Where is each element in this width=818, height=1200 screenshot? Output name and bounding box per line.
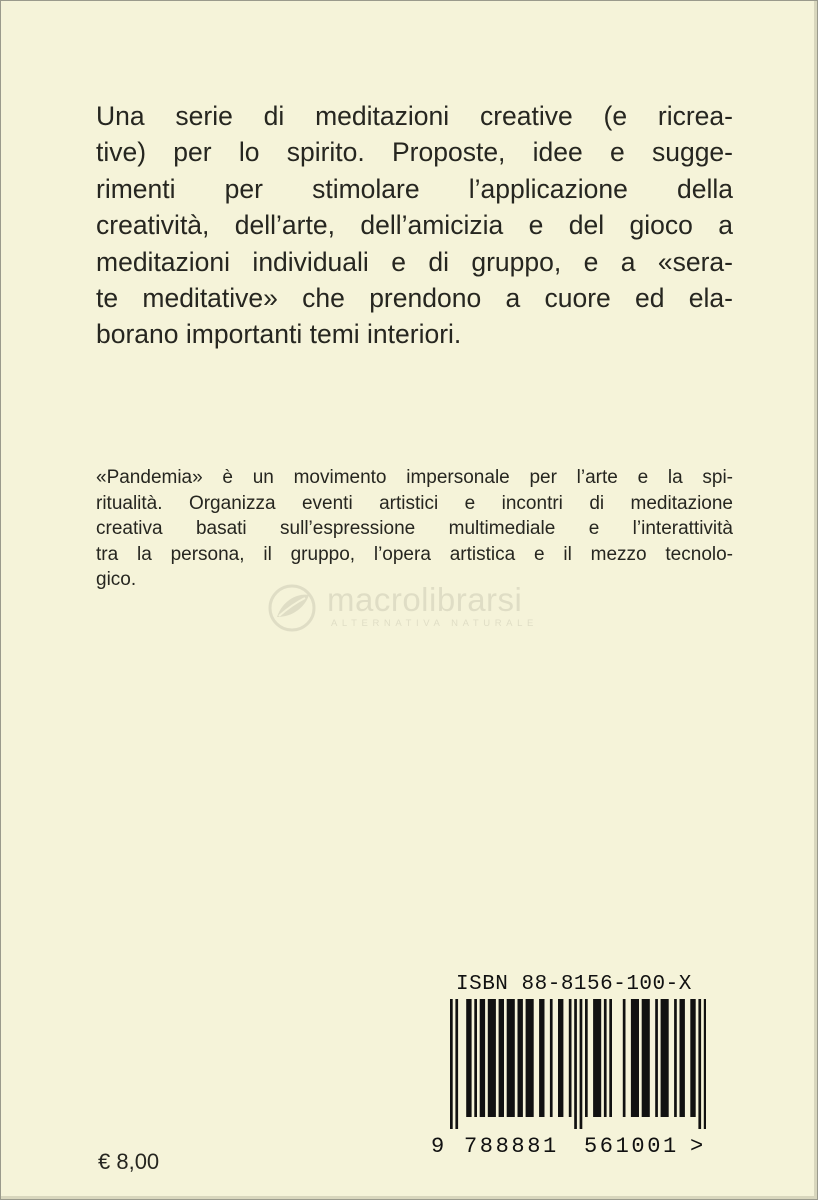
note-line: tra la persona, il gruppo, l’opera artistica e il mezzo tecnolo-	[96, 543, 733, 565]
barcode-bar	[569, 999, 572, 1117]
barcode-bar	[674, 999, 677, 1117]
barcode-guard-bar	[574, 999, 577, 1129]
publisher-note	[96, 465, 733, 593]
barcode-bar	[609, 999, 612, 1117]
barcode-bar	[631, 999, 639, 1117]
blurb-line: rimenti per stimolare l’applicazione della	[96, 173, 733, 204]
barcode-guard-bar	[704, 999, 706, 1129]
barcode-bar	[558, 999, 563, 1117]
barcode-guard-bar	[698, 999, 701, 1129]
isbn-label: ISBN 88-8156-100-X	[456, 973, 692, 996]
barcode-bar	[690, 999, 695, 1117]
barcode-bar	[499, 999, 504, 1117]
barcode-left-group: 788881	[464, 1134, 559, 1159]
barcode-bar	[474, 999, 477, 1117]
note-line: gico.	[96, 569, 137, 591]
barcode-bar	[480, 999, 485, 1117]
blurb-line: meditazioni individuali e di gruppo, e a «sera-	[96, 246, 733, 277]
barcode-bars	[446, 999, 706, 1129]
barcode-quiet-mark: >	[690, 1134, 704, 1159]
note-line: «Pandemia» è un movimento impersonale per l’arte e la spi-	[96, 467, 733, 488]
barcode-bar	[661, 999, 669, 1117]
barcode-bar	[466, 999, 471, 1117]
barcode-bar	[593, 999, 601, 1117]
blurb-line: te meditative» che prendono a cuore ed ela-	[96, 283, 733, 314]
barcode-bar	[488, 999, 496, 1117]
barcode-guard-bar	[455, 999, 458, 1129]
blurb-line: borano importanti temi interiori.	[96, 319, 462, 350]
barcode-bar	[518, 999, 523, 1117]
barcode-bar	[585, 999, 588, 1117]
note-line: creativa basati sull’espressione multimediale e l’interattività	[96, 518, 733, 540]
blurb-line: creatività, dell’arte, dell’amicizia e del gioco a	[96, 210, 733, 241]
barcode-bar	[526, 999, 534, 1117]
cover-blurb	[96, 98, 733, 353]
barcode-bar	[550, 999, 553, 1117]
watermark-brand: macrolibrarsi	[327, 581, 523, 618]
price-label: € 8,00	[98, 1149, 160, 1174]
blurb-line: tive) per lo spirito. Proposte, idee e sugge-	[96, 137, 733, 168]
barcode-bar	[623, 999, 626, 1117]
barcode-guard-bar	[580, 999, 583, 1129]
barcode-right-group: 561001	[584, 1134, 679, 1159]
watermark-tagline: ALTERNATIVA NATURALE	[331, 618, 538, 629]
ean-barcode	[446, 999, 706, 1129]
barcode-bar	[655, 999, 658, 1117]
barcode-guard-bar	[450, 999, 453, 1129]
barcode-bar	[680, 999, 685, 1117]
barcode-bar	[507, 999, 515, 1117]
note-line: ritualità. Organizza eventi artistici e incontri di meditazione	[96, 492, 733, 514]
barcode-bar	[604, 999, 607, 1117]
barcode-bar	[642, 999, 650, 1117]
barcode-lead-digit: 9	[431, 1134, 445, 1159]
blurb-line: Una serie di meditazioni creative (e ricrea-	[96, 101, 733, 131]
barcode-bar	[539, 999, 544, 1117]
